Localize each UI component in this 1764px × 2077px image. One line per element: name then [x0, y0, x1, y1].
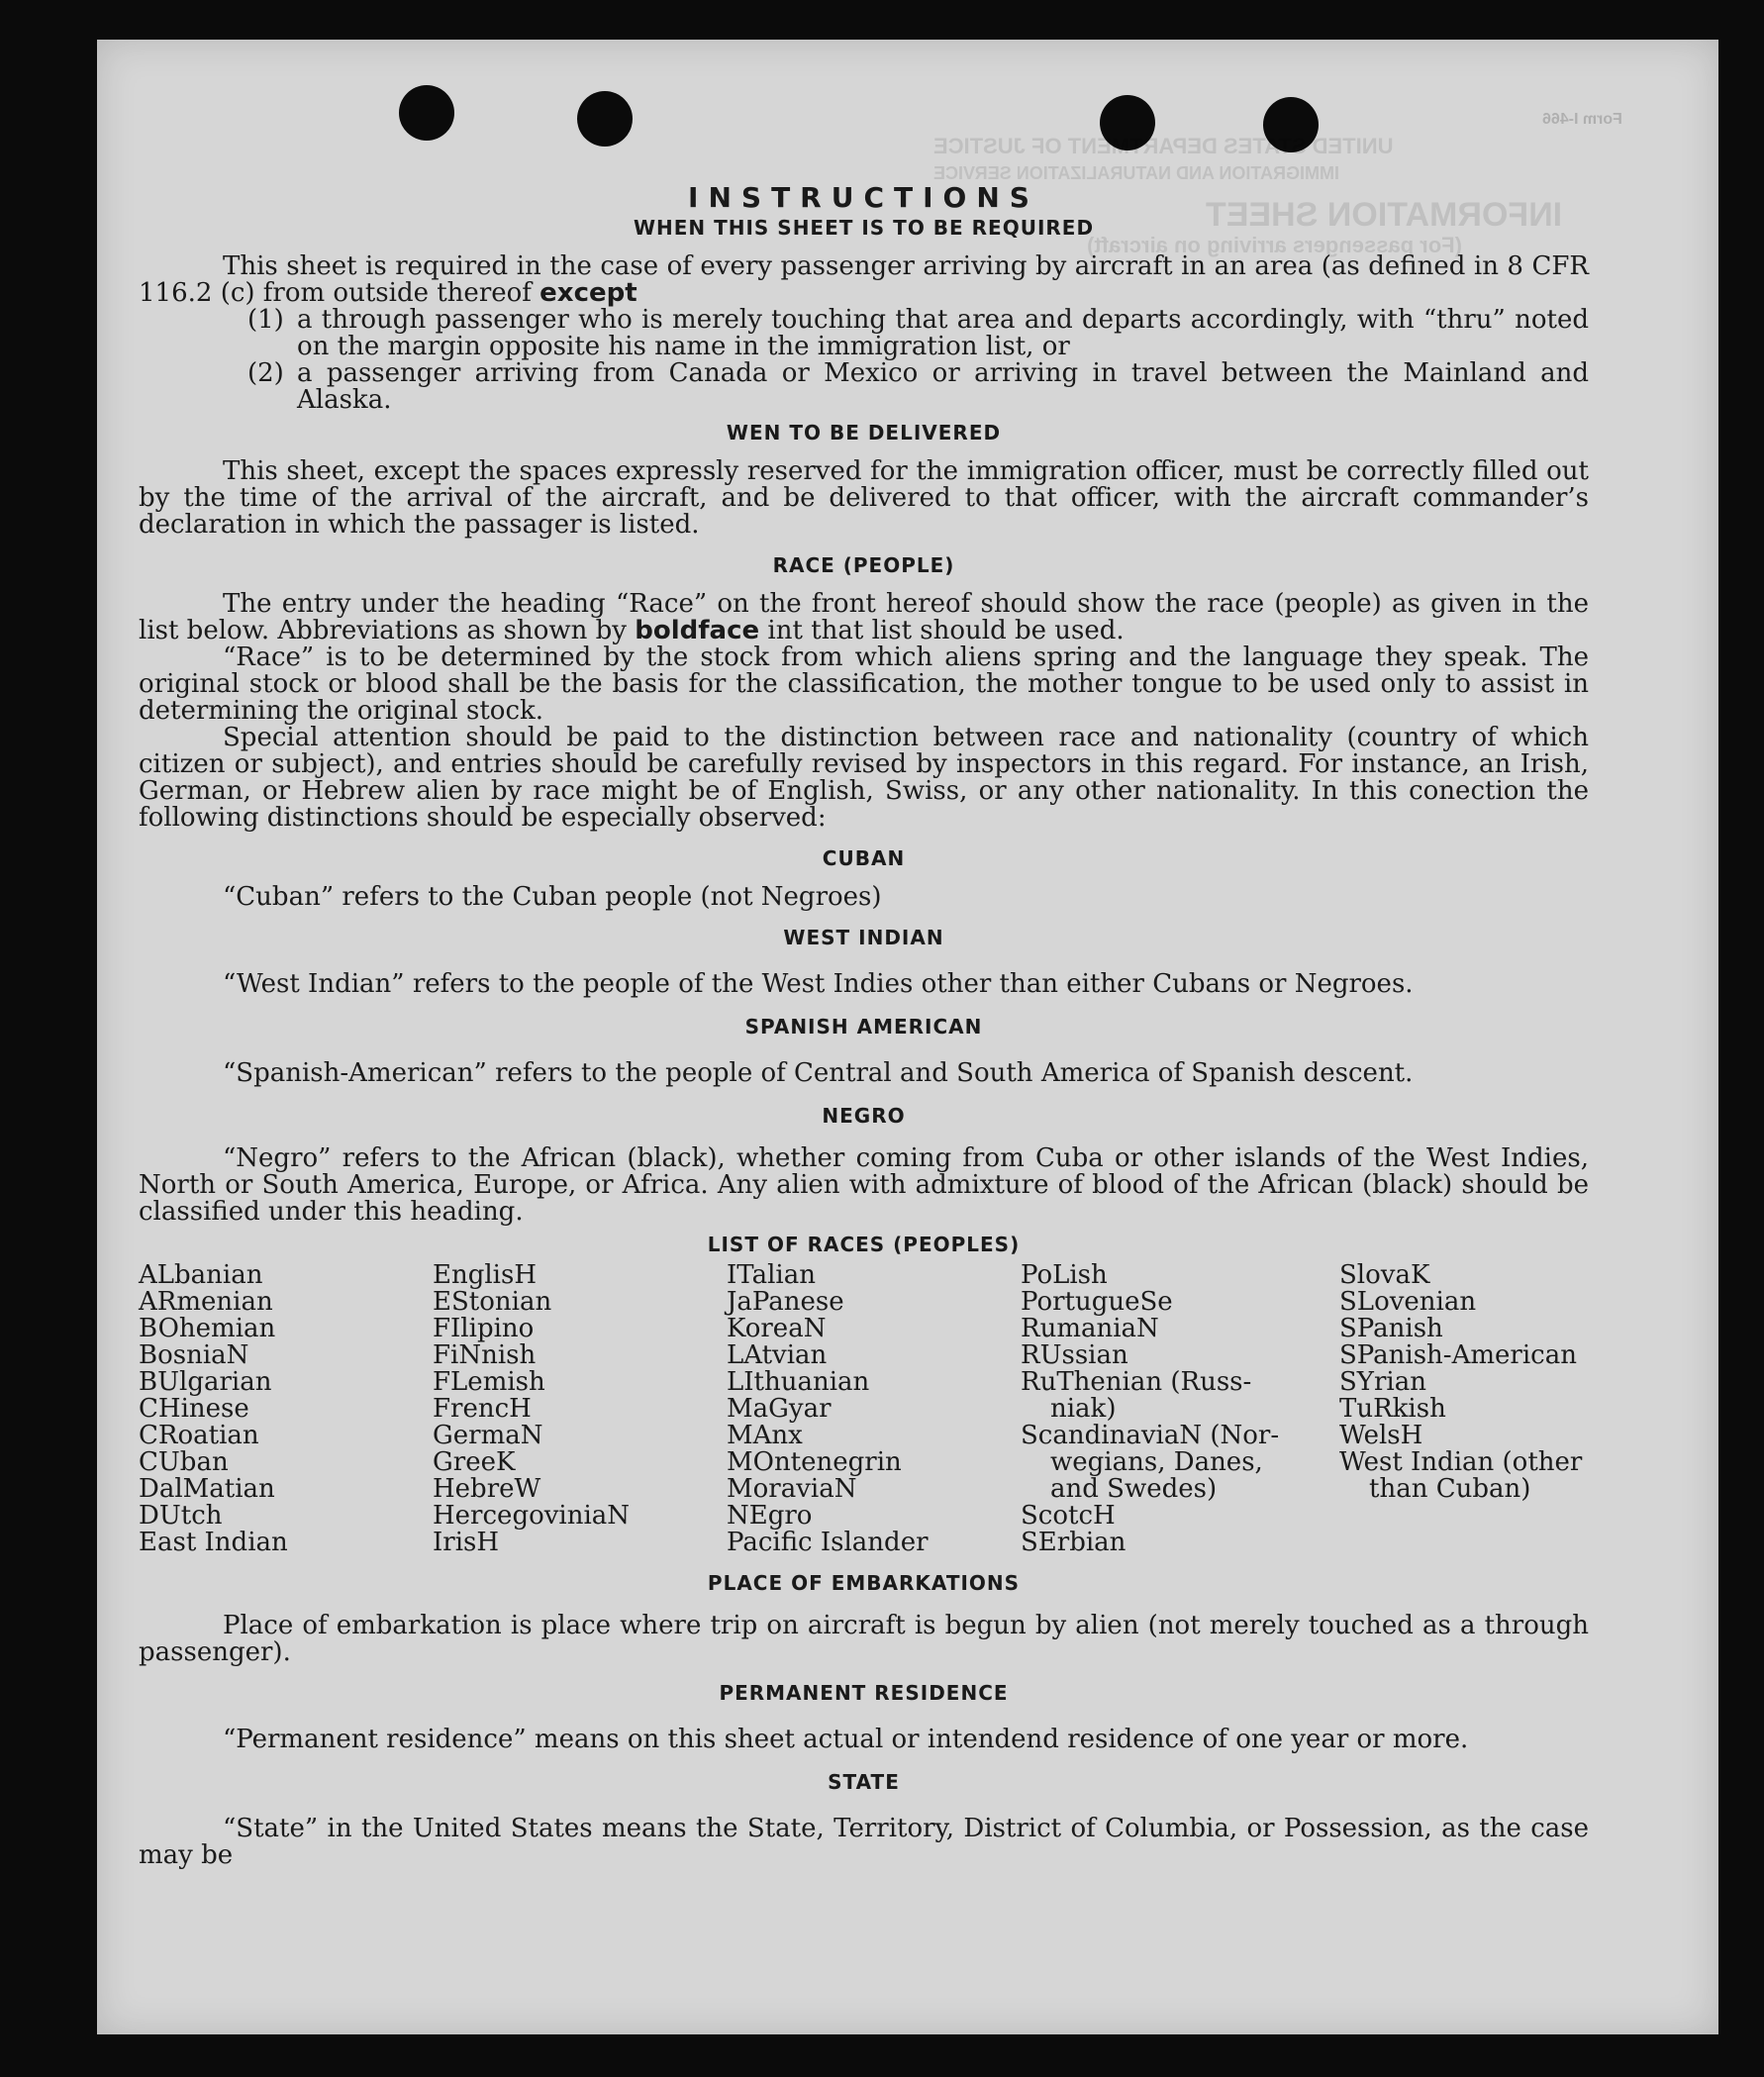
bleed-through-text: IMMIGRATION AND NATURALIZATION SERVICE — [933, 163, 1339, 183]
section-heading-required: WHEN THIS SHEET IS TO BE REQUIRED — [633, 216, 1095, 240]
race-paragraph-3: Special attention should be paid to the distinction between race and nationality (country of which citizen or subject), and entries should be carefully revised by inspectors in this regard. For instance, an Irish, German, or Hebrew alien by race might be of English, Swiss, or any other nationality. In this conection the following distinctions should be especially observed: — [139, 723, 1589, 833]
race-entry: ScandinaviaN (Nor- — [1021, 1421, 1280, 1450]
race-entry: NEgro — [727, 1501, 813, 1531]
race-entry: SLovenian — [1339, 1287, 1477, 1317]
race-entry: RuThenian (Russ- — [1021, 1367, 1252, 1397]
race-paragraph-2: “Race” is to be determined by the stock from which aliens spring and the language they speak. The original stock or blood shall be the basis for the classification, the mother tongue to be used only to assist in determining the original stock. — [139, 643, 1589, 726]
section-heading-residence: PERMANENT RESIDENCE — [719, 1681, 1009, 1705]
race-entry: ALbanian — [139, 1260, 263, 1290]
section-heading-race: RACE (PEOPLE) — [772, 553, 955, 577]
cuban-text: “Cuban” refers to the Cuban people (not Negroes) — [223, 882, 882, 912]
race-entry: LIthuanian — [727, 1367, 870, 1397]
section-heading-list-of-races: LIST OF RACES (PEOPLES) — [707, 1233, 1021, 1256]
race-entry: CUban — [139, 1447, 229, 1477]
race-entry: BOhemian — [139, 1314, 276, 1343]
section-heading-west-indian: WEST INDIAN — [783, 926, 944, 949]
section-heading-embarkation: PLACE OF EMBARKATIONS — [707, 1571, 1021, 1595]
race-entry: CRoatian — [139, 1421, 259, 1450]
bleed-through-text: INFORMATION SHEET — [1206, 196, 1563, 234]
section-heading-spanish-american: SPANISH AMERICAN — [744, 1015, 983, 1038]
bleed-through-text: UNITED STATES DEPARTMENT OF JUSTICE — [933, 134, 1394, 158]
item-number: (2) — [247, 358, 284, 388]
item-number: (1) — [247, 305, 284, 335]
item-text: a passenger arriving from Canada or Mexico or arriving in travel between the Mainland and Alaska. — [297, 358, 1589, 415]
races-table — [139, 1262, 1589, 1556]
delivered-text: This sheet, except the spaces expressly reserved for the immigration officer, must be correctly filled out by the time of the arrival of the aircraft, and be delivered to that officer, with the aircraft commander’s declaration in which the passager is listed. — [139, 456, 1589, 540]
bleed-through-text: (For passengers arriving on aircraft) — [1087, 233, 1462, 257]
race-entry: IrisH — [433, 1528, 500, 1557]
race-entry: SErbian — [1021, 1528, 1127, 1557]
race-entry: wegians, Danes, — [1050, 1447, 1263, 1477]
race-entry: Pacific Islander — [727, 1528, 929, 1557]
list-item — [247, 360, 1589, 414]
spanish-american-text: “Spanish-American” refers to the people of Central and South America of Spanish descent. — [223, 1058, 1414, 1088]
race-entry: ARmenian — [139, 1287, 273, 1317]
race-entry: than Cuban) — [1369, 1474, 1531, 1504]
race-paragraph-1: The entry under the heading “Race” on the front hereof should show the race (people) as given in the list below. Abbreviations as shown by boldface int that list should be used. — [139, 589, 1589, 645]
negro-text: “Negro” refers to the African (black), whether coming from Cuba or other islands of the West Indies, North or South America, Europe, or Africa. Any alien with admixture of blood of the African (black) should be classified under this heading. — [139, 1143, 1589, 1227]
races-column-5 — [1339, 1262, 1589, 1556]
boldface-emphasis: boldface — [635, 616, 760, 645]
race-entry: MAnx — [727, 1421, 803, 1450]
races-column-1 — [139, 1262, 433, 1556]
race-entry: MoraviaN — [727, 1474, 857, 1504]
race-entry: FIlipino — [433, 1314, 535, 1343]
race-entry: DalMatian — [139, 1474, 275, 1504]
required-intro: This sheet is required in the case of every passenger arriving by aircraft in an area (as defined in 8 CFR 116.2 (c) from outside thereof except — [139, 251, 1589, 308]
race-entry: WelsH — [1339, 1421, 1423, 1450]
race-entry: PoLish — [1021, 1260, 1108, 1290]
west-indian-text: “West Indian” refers to the people of the West Indies other than either Cubans or Negroes. — [223, 969, 1414, 999]
race-entry: ScotcH — [1021, 1501, 1116, 1531]
race-entry: RUssian — [1021, 1340, 1128, 1370]
section-heading-negro: NEGRO — [822, 1104, 906, 1128]
list-item — [247, 307, 1589, 360]
form-number: Form I-466 — [1542, 111, 1622, 128]
residence-text: “Permanent residence” means on this sheet actual or intendend residence of one year or more. — [223, 1725, 1469, 1754]
race-entry: FrencH — [433, 1394, 532, 1424]
race-entry: RumaniaN — [1021, 1314, 1159, 1343]
race-entry: West Indian (other — [1339, 1447, 1583, 1477]
race-entry: EStonian — [433, 1287, 552, 1317]
race-entry: FLemish — [433, 1367, 545, 1397]
race-entry: HercegoviniaN — [433, 1501, 631, 1531]
punch-hole — [577, 91, 633, 147]
race-entry: ITalian — [727, 1260, 816, 1290]
race-entry: GermaN — [433, 1421, 543, 1450]
except-emphasis: except — [539, 278, 637, 308]
item-text: a through passenger who is merely touching that area and departs accordingly, with “thru” noted on the margin opposite his name in the immigration list, or — [297, 305, 1589, 361]
race-entry: JaPanese — [727, 1287, 844, 1317]
instructions-body — [139, 176, 1589, 1869]
section-heading-cuban: CUBAN — [822, 846, 906, 870]
race-entry: MOntenegrin — [727, 1447, 902, 1477]
race-entry: MaGyar — [727, 1394, 832, 1424]
race-entry: niak) — [1050, 1394, 1117, 1424]
race-entry: TuRkish — [1339, 1394, 1446, 1424]
race-entry: HebreW — [433, 1474, 541, 1504]
race-entry: SlovaK — [1339, 1260, 1430, 1290]
race-entry: SYrian — [1339, 1367, 1426, 1397]
race-entry: PortugueSe — [1021, 1287, 1173, 1317]
races-column-2 — [433, 1262, 727, 1556]
race-entry: GreeK — [433, 1447, 516, 1477]
race-entry: CHinese — [139, 1394, 249, 1424]
race-entry: and Swedes) — [1050, 1474, 1218, 1504]
races-column-3 — [727, 1262, 1021, 1556]
race-entry: KoreaN — [727, 1314, 827, 1343]
race-entry: SPanish — [1339, 1314, 1443, 1343]
state-text: “State” in the United States means the State, Territory, District of Columbia, or Possession, as the case may be — [139, 1814, 1589, 1870]
races-column-4 — [1021, 1262, 1339, 1556]
embarkation-text: Place of embarkation is place where trip on aircraft is begun by alien (not merely touched as a through passenger). — [139, 1611, 1589, 1667]
punch-hole — [399, 85, 454, 141]
race-entry: BosniaN — [139, 1340, 249, 1370]
race-entry: East Indian — [139, 1528, 288, 1557]
race-entry: LAtvian — [727, 1340, 828, 1370]
race-entry: EnglisH — [433, 1260, 538, 1290]
race-entry: BUlgarian — [139, 1367, 272, 1397]
race-entry: DUtch — [139, 1501, 223, 1531]
race-entry: FiNnish — [433, 1340, 537, 1370]
race-entry: SPanish-American — [1339, 1340, 1577, 1370]
section-heading-state: STATE — [828, 1770, 900, 1794]
page-title: INSTRUCTIONS — [688, 181, 1039, 214]
section-heading-delivered: WEN TO BE DELIVERED — [726, 421, 1002, 445]
